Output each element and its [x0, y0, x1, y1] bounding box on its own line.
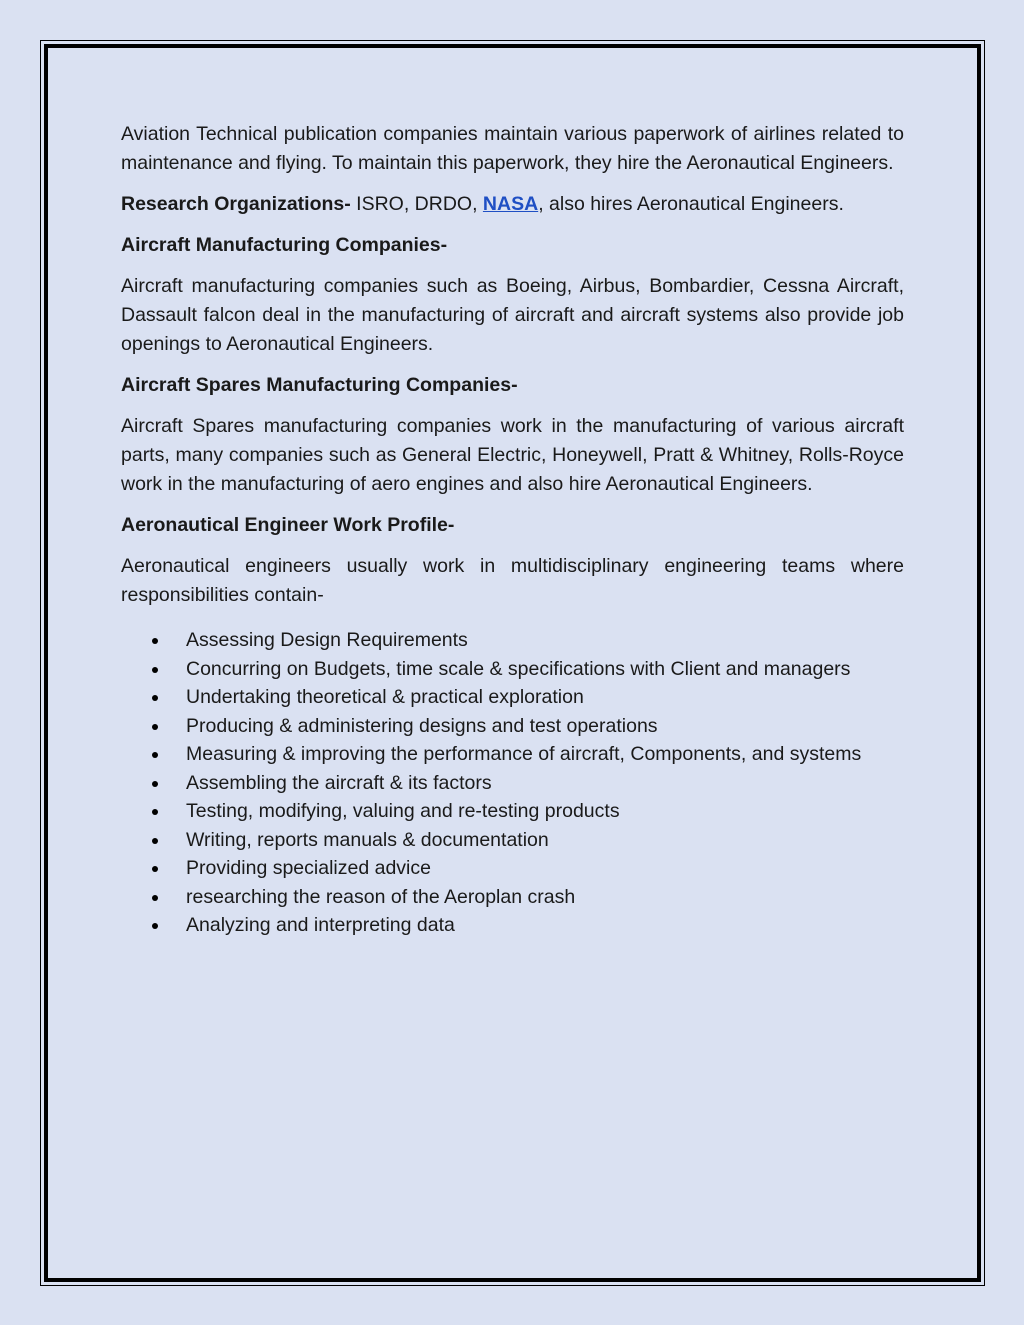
list-item-text: Concurring on Budgets, time scale & specifications with Client and managers	[186, 657, 851, 680]
list-item	[121, 769, 904, 798]
list-item	[121, 683, 904, 712]
list-item-text: Undertaking theoretical & practical exploration	[186, 686, 584, 708]
aircraft-manufacturing-body: Aircraft manufacturing companies such as Boeing, Airbus, Bombardier, Cessna Aircraft, Dassault falcon deal in the manufacturing of aircraft and aircraft systems also provide job openings to Aeronautical Engineers.	[121, 275, 904, 355]
spares-manufacturing-heading: Aircraft Spares Manufacturing Companies-	[121, 374, 518, 396]
list-item-text: Analyzing and interpreting data	[186, 914, 455, 936]
work-profile-heading: Aeronautical Engineer Work Profile-	[121, 514, 455, 536]
research-text-before-link: ISRO, DRDO,	[350, 193, 483, 215]
document-body	[121, 120, 904, 940]
list-item-text: Writing, reports manuals & documentation	[186, 828, 549, 851]
spares-manufacturing-body: Aircraft Spares manufacturing companies work in the manufacturing of various aircraft parts, many companies such as General Electric, Honeywell, Pratt & Whitney, Rolls-Royce work in the manufacturing of aero engines and also hire Aeronautical Engineers.	[121, 415, 904, 495]
research-text-after-link: , also hires Aeronautical Engineers.	[538, 193, 844, 215]
bullet-icon	[152, 752, 158, 758]
nasa-link[interactable]: NASA	[482, 193, 539, 215]
list-item	[121, 826, 904, 855]
list-item-text: Measuring & improving the performance of aircraft, Components, and systems	[186, 743, 862, 765]
work-profile-body: Aeronautical engineers usually work in multidisciplinary engineering teams where responsibilities contain-	[121, 555, 904, 606]
bullet-icon	[152, 667, 158, 673]
research-organizations-paragraph	[121, 190, 904, 219]
list-item	[121, 854, 904, 883]
list-item	[121, 712, 904, 741]
bullet-icon	[152, 781, 158, 787]
responsibilities-list	[121, 626, 904, 940]
list-item	[121, 883, 904, 912]
bullet-icon	[152, 838, 158, 844]
bullet-icon	[152, 895, 158, 901]
bullet-icon	[152, 866, 158, 872]
bullet-icon	[152, 809, 158, 815]
aircraft-manufacturing-heading: Aircraft Manufacturing Companies-	[121, 234, 448, 256]
list-item	[121, 655, 904, 684]
bullet-icon	[152, 724, 158, 730]
list-item	[121, 626, 904, 655]
list-item-text: researching the reason of the Aeroplan crash	[186, 885, 576, 908]
list-item-text: Producing & administering designs and test operations	[186, 714, 658, 737]
bullet-icon	[152, 638, 158, 644]
bullet-icon	[152, 923, 158, 929]
bullet-icon	[152, 695, 158, 701]
list-item-text: Providing specialized advice	[186, 857, 431, 879]
list-item	[121, 911, 904, 940]
research-organizations-heading: Research Organizations-	[121, 193, 351, 215]
intro-paragraph: Aviation Technical publication companies maintain various paperwork of airlines related to maintenance and flying. To maintain this paperwork, they hire the Aeronautical Engineers.	[121, 123, 904, 174]
list-item-text: Testing, modifying, valuing and re-testing products	[186, 800, 620, 822]
list-item	[121, 740, 904, 769]
list-item-text: Assessing Design Requirements	[186, 629, 468, 651]
list-item-text: Assembling the aircraft & its factors	[186, 771, 492, 794]
list-item	[121, 797, 904, 826]
